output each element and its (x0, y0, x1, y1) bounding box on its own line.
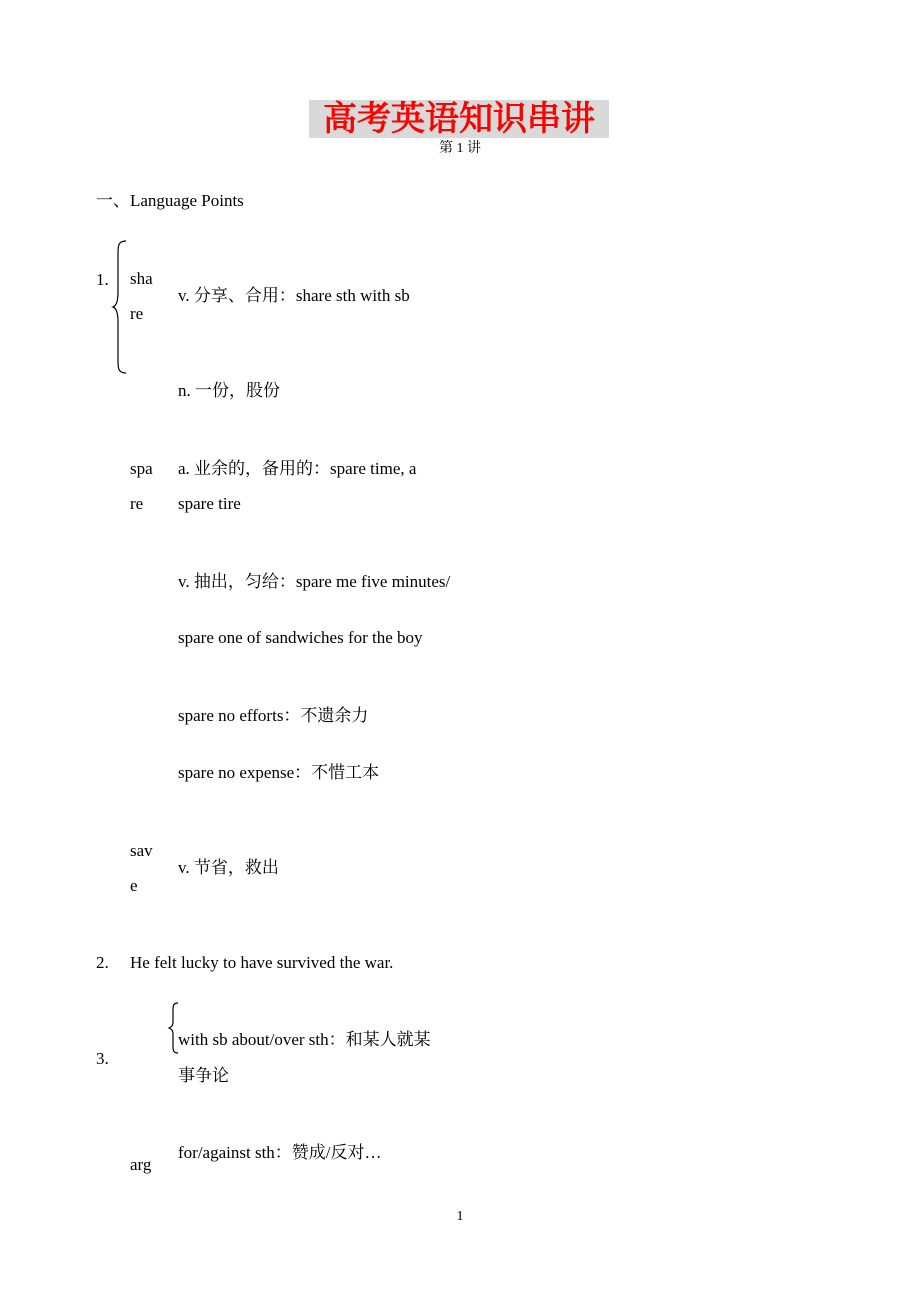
spare-phrase-1: spare no efforts：不遗余力 (178, 706, 369, 725)
word-argue-part1: arg (130, 1155, 152, 1174)
item-2-sentence: He felt lucky to have survived the war. (130, 953, 394, 972)
word-spare-part1: spa (130, 459, 153, 478)
word-save-part1: sav (130, 841, 153, 860)
section-heading: 一、Language Points (96, 191, 244, 210)
spare-adj-line1: a. 业余的，备用的：spare time, a (178, 459, 417, 478)
page-title: 高考英语知识串讲 (309, 100, 609, 138)
item-1-number: 1. (96, 270, 109, 289)
word-spare-part2: re (130, 494, 144, 513)
spare-verb-line1: v. 抽出，匀给：spare me five minutes/ (178, 572, 451, 591)
left-brace-icon (112, 240, 128, 374)
item-3-number: 3. (96, 1049, 109, 1068)
argue-with-line1: with sb about/over sth：和某人就某 (178, 1030, 431, 1049)
spare-verb-line2: spare one of sandwiches for the boy (178, 628, 423, 647)
word-share-part2: re (130, 304, 144, 323)
word-save-part2: e (130, 876, 138, 895)
argue-with-line2: 事争论 (178, 1066, 229, 1085)
page-number: 1 (456, 1209, 464, 1224)
word-share-part1: sha (130, 269, 153, 288)
spare-adj-line2: spare tire (178, 494, 241, 513)
argue-for-against: for/against sth：赞成/反对… (178, 1143, 382, 1162)
save-verb-definition: v. 节省，救出 (178, 858, 279, 877)
share-noun-definition: n. 一份，股份 (178, 381, 280, 400)
share-verb-definition: v. 分享、合用：share sth with sb (178, 286, 410, 305)
item-2-number: 2. (96, 953, 109, 972)
spare-phrase-2: spare no expense：不惜工本 (178, 763, 380, 782)
lecture-number: 第 1 讲 (439, 141, 481, 156)
